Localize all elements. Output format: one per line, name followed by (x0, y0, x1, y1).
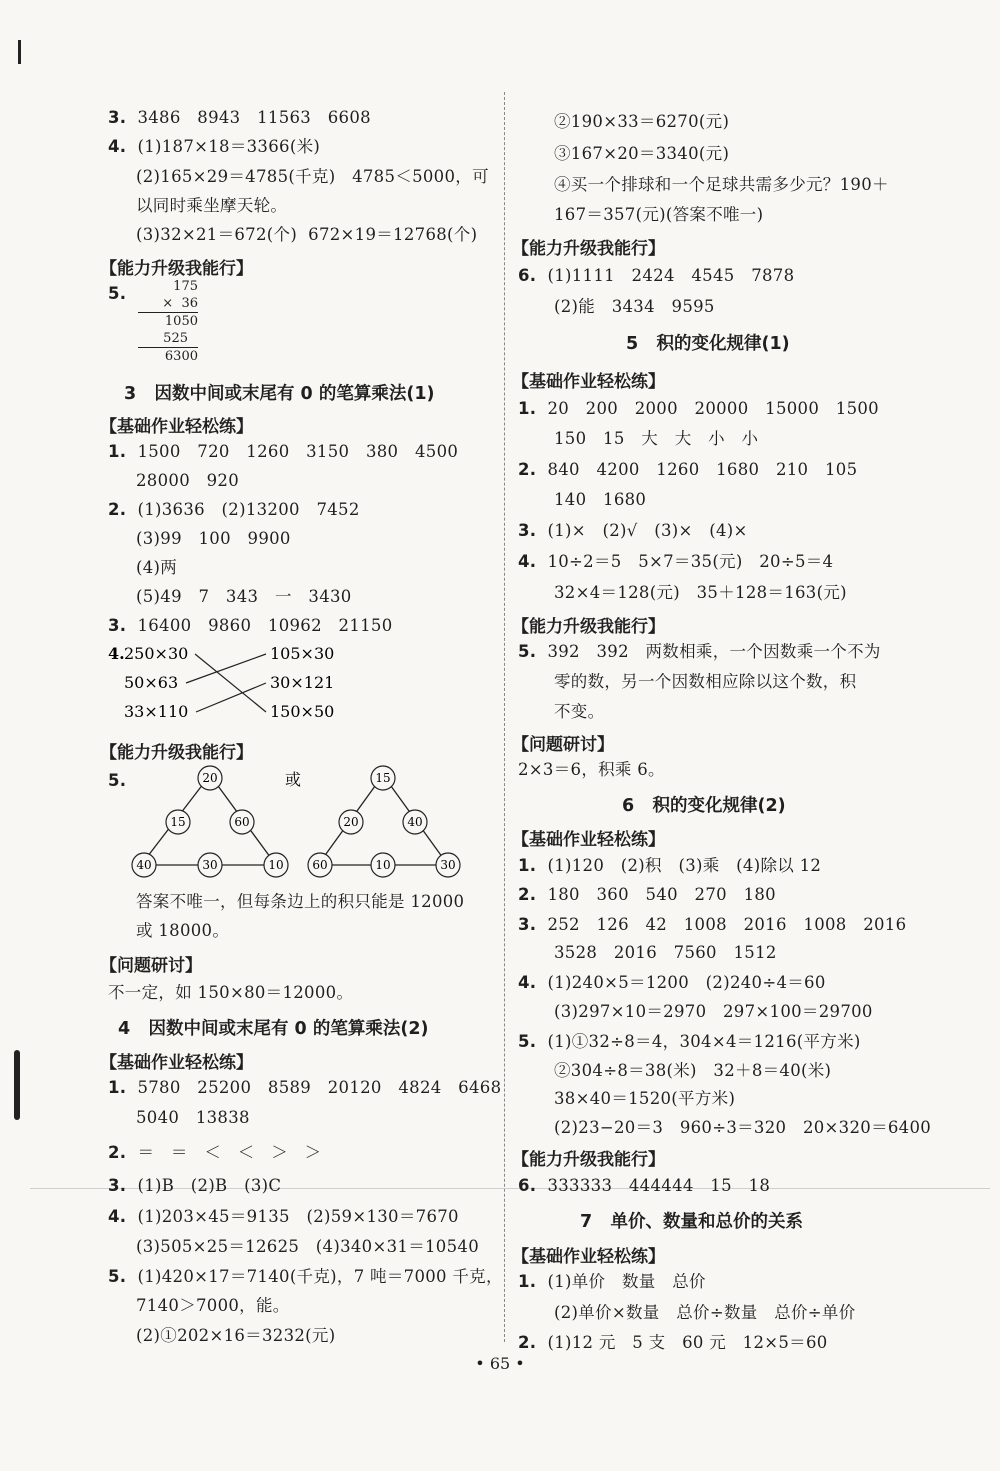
section-heading: 【能力升级我能行】 (512, 617, 665, 637)
circle-number: 10 (268, 858, 284, 872)
answer-line: 2. 840 4200 1260 1680 210 105 (518, 460, 858, 479)
answer-line: 1. 20 200 2000 20000 15000 1500 (518, 399, 879, 418)
match-left-item: 250×30 (124, 644, 189, 663)
answer-line: 2. ＝ ＝ ＜ ＜ ＞ ＞ (108, 1143, 322, 1162)
matching-diagram (100, 640, 360, 730)
lesson-title: 5 积的变化规律(1) (626, 334, 790, 354)
right-column (510, 0, 990, 1380)
circle-number: 15 (170, 815, 186, 829)
match-left-item: 50×63 (124, 673, 179, 692)
answer-line: ②190×33＝6270(元) (554, 112, 730, 131)
left-column (0, 0, 503, 1380)
section-heading: 【能力升级我能行】 (512, 1150, 665, 1170)
answer-line: 3. 3486 8943 11563 6608 (108, 108, 371, 127)
answer-line: 1. (1)单价 数量 总价 (518, 1272, 706, 1291)
answer-line: 以同时乘坐摩天轮。 (136, 196, 288, 215)
mult-partial: 1050 (164, 314, 198, 329)
match-right-item: 30×121 (270, 673, 335, 692)
circle-number: 60 (234, 815, 250, 829)
section-heading: 【能力升级我能行】 (100, 743, 253, 763)
match-line (195, 654, 266, 712)
mult-operand: × 36 (162, 296, 198, 311)
answer-line: 4. (1)203×45＝9135 (2)59×130＝7670 (108, 1207, 459, 1226)
section-heading: 【问题研讨】 (512, 735, 614, 755)
section-heading: 【基础作业轻松练】 (100, 417, 253, 437)
section-heading: 【能力升级我能行】 (100, 259, 253, 279)
answer-line: (2)单价×数量 总价÷数量 总价÷单价 (554, 1303, 856, 1322)
answer-line: 或 18000。 (136, 921, 230, 940)
section-heading: 【问题研讨】 (100, 956, 202, 976)
answer-line: 零的数，另一个因数相应除以这个数，积 (554, 672, 857, 691)
answer-line: 150 15 大 大 小 小 (554, 429, 759, 448)
circle-number: 60 (312, 858, 328, 872)
mult-partial: 525 (163, 331, 188, 346)
answer-line: (3)297×10＝2970 297×100＝29700 (554, 1002, 873, 1021)
answer-line: 32×4＝128(元) 35＋128＝163(元) (554, 583, 847, 602)
answer-line: 5. (1)①32÷8＝4，304×4＝1216(平方米) (518, 1032, 861, 1051)
answer-line: 2. (1)3636 (2)13200 7452 (108, 500, 360, 519)
answer-line: 4. 10÷2＝5 5×7＝35(元) 20÷5＝4 (518, 552, 834, 571)
answer-line: 1. (1)120 (2)积 (3)乘 (4)除以 12 (518, 856, 822, 875)
answer-line: 3. 16400 9860 10962 21150 (108, 616, 393, 635)
answer-line: 140 1680 (554, 490, 647, 509)
answer-line: 不变。 (554, 702, 605, 721)
circle-number: 30 (202, 858, 218, 872)
lesson-title: 7 单价、数量和总价的关系 (580, 1212, 803, 1232)
item-number: 4. (108, 644, 125, 663)
vertical-multiplication (138, 278, 198, 365)
circle-number: 15 (375, 771, 391, 785)
answer-line: 不一定，如 150×80＝12000。 (108, 983, 354, 1002)
answer-line: 167＝357(元)(答案不唯一) (554, 205, 764, 224)
answer-line: 38×40＝1520(平方米) (554, 1089, 736, 1108)
match-right-item: 150×50 (270, 702, 335, 721)
answer-line: (3)32×21＝672(个) 672×19＝12768(个) (136, 225, 478, 244)
section-heading: 【基础作业轻松练】 (512, 1247, 665, 1267)
section-heading: 【基础作业轻松练】 (512, 372, 665, 392)
answer-line: 5. (1)420×17＝7140(千克)，7 吨＝7000 千克， (108, 1267, 503, 1286)
answer-line: 2. (1)12 元 5 支 60 元 12×5＝60 (518, 1333, 828, 1352)
answer-line: ④买一个排球和一个足球共需多少元？190＋ (554, 175, 889, 194)
answer-line: (3)99 100 9900 (136, 529, 291, 548)
lesson-title: 4 因数中间或末尾有 0 的笔算乘法(2) (118, 1019, 429, 1039)
answer-line: 答案不唯一，但每条边上的积只能是 12000 (136, 892, 465, 911)
section-heading: 【基础作业轻松练】 (512, 830, 665, 850)
circle-number: 30 (440, 858, 456, 872)
match-line (196, 683, 266, 712)
answer-line: (4)两 (136, 558, 178, 577)
answer-line: 7140＞7000，能。 (136, 1296, 290, 1315)
circle-number: 40 (407, 815, 423, 829)
answer-line: 1. 1500 720 1260 3150 380 4500 (108, 442, 459, 461)
mult-operand: 175 (173, 279, 198, 294)
or-label: 或 (285, 770, 302, 789)
circle-number: 20 (202, 771, 218, 785)
answer-line: 4. (1)187×18＝3366(米) (108, 137, 321, 156)
answer-line: 2. 180 360 540 270 180 (518, 885, 776, 904)
lesson-title: 3 因数中间或末尾有 0 的笔算乘法(1) (124, 384, 435, 404)
match-right-item: 105×30 (270, 644, 335, 663)
answer-line: ②304÷8＝38(米) 32＋8＝40(米) (554, 1061, 832, 1080)
triangle-puzzles (125, 765, 470, 885)
answer-line: 28000 920 (136, 471, 240, 490)
answer-line: 5. 392 392 两数相乘，一个因数乘一个不为 (518, 642, 881, 661)
answer-line: (2)①202×16＝3232(元) (136, 1326, 336, 1345)
circle-number: 40 (136, 858, 152, 872)
match-left-item: 33×110 (124, 702, 189, 721)
answer-line: (3)505×25＝12625 (4)340×31＝10540 (136, 1237, 479, 1256)
triangle-puzzle-2 (308, 766, 460, 877)
answer-line: 1. 5780 25200 8589 20120 4824 6468 (108, 1078, 502, 1097)
answer-line: (2)165×29＝4785(千克) 4785＜5000，可 (136, 167, 489, 186)
answer-line: 5. (108, 284, 127, 303)
answer-line: (2)能 3434 9595 (554, 297, 715, 316)
answer-line: 6. 333333 444444 15 18 (518, 1176, 771, 1195)
answer-line: 3. (1)× (2)√ (3)× (4)× (518, 521, 748, 540)
answer-line: 5040 13838 (136, 1108, 250, 1127)
answer-line: 5. (108, 771, 127, 790)
circle-number: 20 (343, 815, 359, 829)
answer-line: (5)49 7 343 一 3430 (136, 587, 352, 606)
answer-line: 2×3＝6，积乘 6。 (518, 760, 665, 779)
mult-result: 6300 (164, 349, 198, 364)
answer-line: 3. 252 126 42 1008 2016 1008 2016 (518, 915, 907, 934)
answer-line: 6. (1)1111 2424 4545 7878 (518, 266, 795, 285)
triangle-puzzle-1 (132, 766, 288, 877)
answer-line: (2)23−20＝3 960÷3＝320 20×320＝6400 (554, 1118, 932, 1137)
lesson-title: 6 积的变化规律(2) (622, 796, 786, 816)
answer-line: 3528 2016 7560 1512 (554, 943, 777, 962)
section-heading: 【基础作业轻松练】 (100, 1053, 253, 1073)
answer-line: ③167×20＝3340(元) (554, 144, 730, 163)
page-number: • 65 • (475, 1354, 525, 1373)
circle-number: 10 (375, 858, 391, 872)
answer-line: 3. (1)B (2)B (3)C (108, 1176, 282, 1195)
column-divider (504, 92, 505, 1342)
answer-line: 4. (1)240×5＝1200 (2)240÷4＝60 (518, 973, 826, 992)
section-heading: 【能力升级我能行】 (512, 239, 665, 259)
